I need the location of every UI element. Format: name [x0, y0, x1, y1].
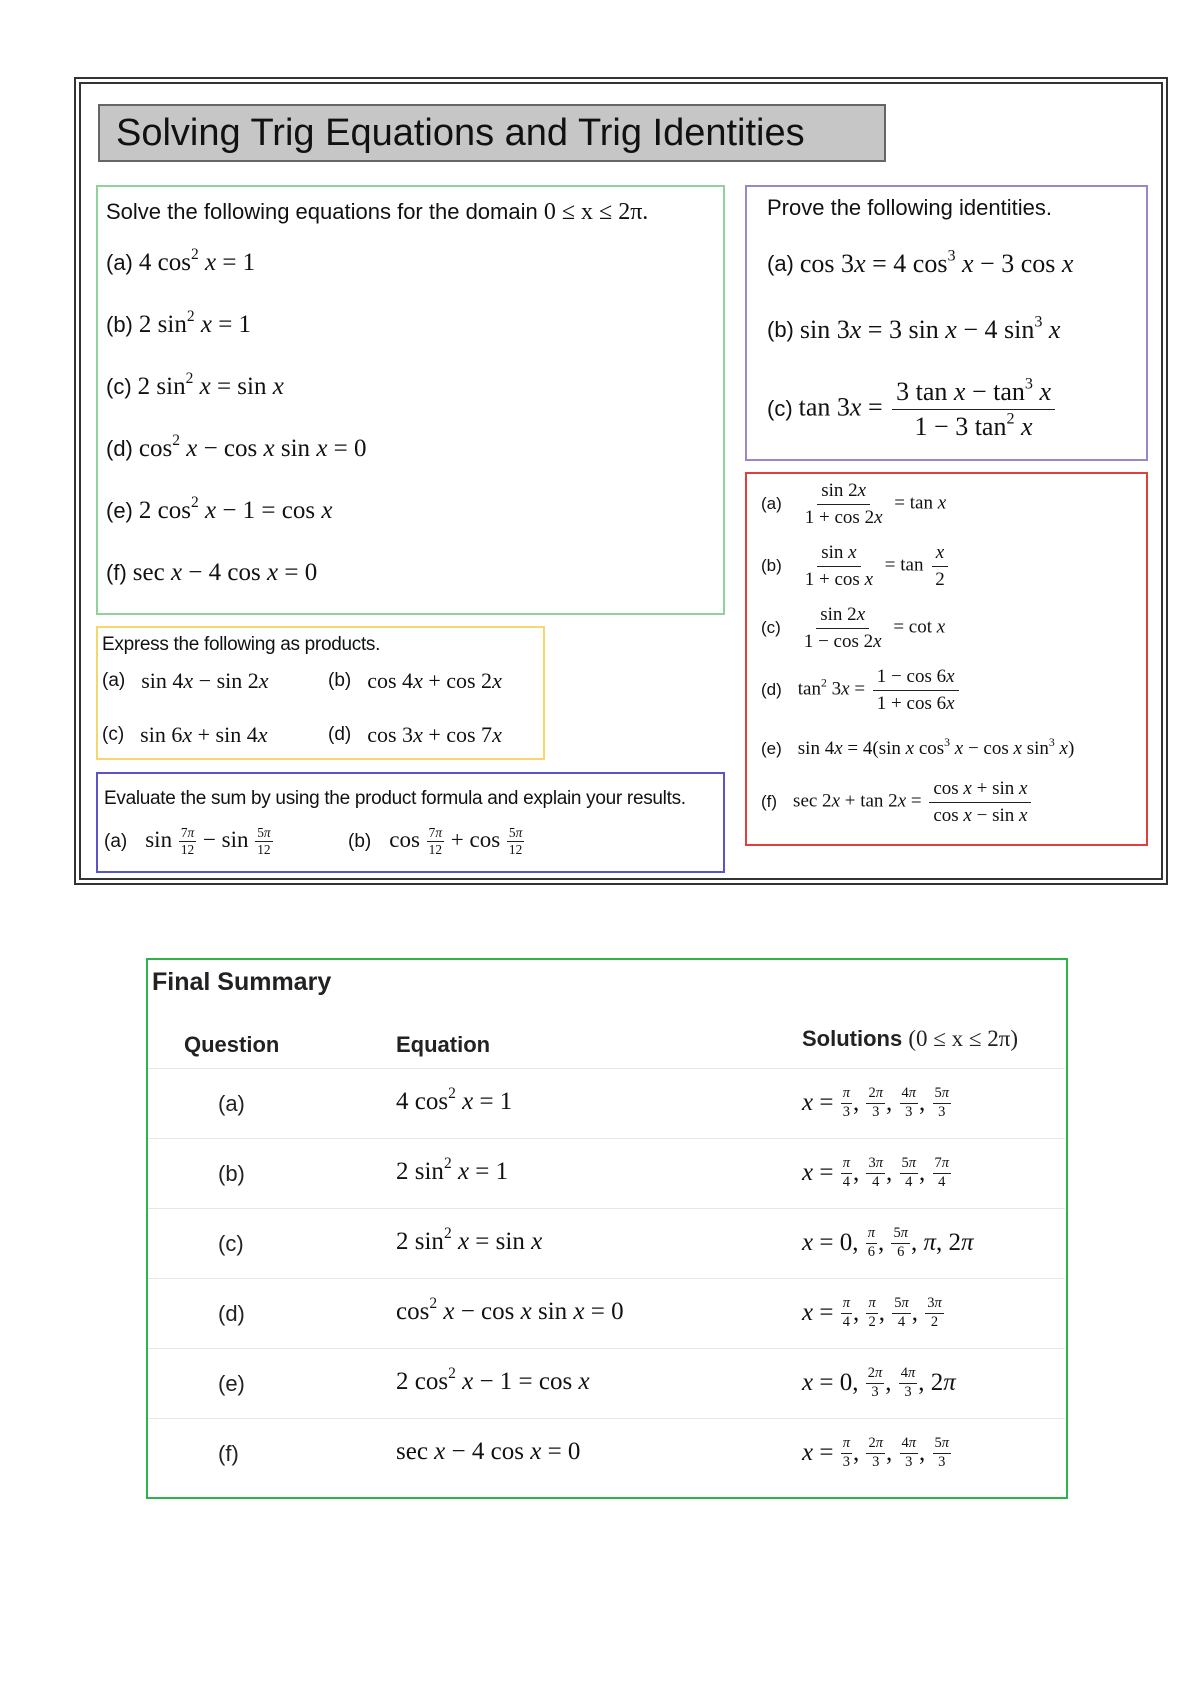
identity-item-a [761, 480, 946, 529]
row-solutions: x = $\frac{\pi}{4}$ , $\frac{\pi}{2}$ , $\frac{5\pi}{4}$ , $\frac{3\pi}{2}$ [802, 1295, 942, 1330]
solve-item-equation: 2 $\sin^2 x = 1$ [138, 308, 252, 338]
evaluate-instruction: Evaluate the sum by using the product formula and explain your results. [104, 788, 686, 809]
products-instruction: Express the following as products. [102, 634, 381, 655]
final-summary-table [146, 958, 1068, 1499]
row-solutions: x = $\frac{\pi}{3}$ , $\frac{2\pi}{3}$ , $\frac{4\pi}{3}$ , $\frac{5\pi}{3}$ [802, 1085, 950, 1120]
identity-item-equation: sin 4x = 4(sin x $\cos^3 x - \cos x$ $\sin^3 x$) [797, 735, 1075, 759]
evaluate-item-equation: sin $\frac{7\pi}{12}$ − sin $\frac{5\pi}{12}$ [145, 825, 271, 857]
solve-item-c [106, 370, 284, 401]
solve-item-label: (c) [106, 374, 132, 399]
prove-item-label: (a) [767, 251, 794, 276]
product-item-a [102, 668, 269, 694]
product-item-label: (d) [328, 724, 352, 745]
prove-item-equation: sin 3x = 3 sin x − 4 $\sin^3 x$ [799, 313, 1061, 344]
products-box [96, 626, 545, 760]
identity-item-d [761, 666, 962, 715]
solve-item-equation: $\cos^2 x - \cos x$ sin x = 0 [138, 432, 367, 462]
product-item-equation: sin 6x + sin 4x [140, 722, 268, 747]
table-row [148, 1208, 1065, 1278]
solve-equations-box [96, 185, 725, 615]
row-equation: 4 $\cos^2 x = 1$ [396, 1085, 513, 1115]
identity-item-f [761, 778, 1034, 827]
identity-item-equation: $\tan^2 3x$ = $\frac{1 - \cos 6x}{1 + \cos 6x}$ [798, 666, 962, 715]
row-equation: 2 $\cos^2 x - 1 = \cos x$ [396, 1365, 590, 1395]
evaluate-item-label: (a) [104, 830, 128, 852]
summary-title: Final Summary [152, 968, 332, 996]
identity-item-equation: $\frac{\text{sin x}}{\text{1 + cos x}}$ = tan $\frac{x}{2}$ [798, 542, 952, 591]
identity-item-label: (a) [761, 494, 782, 514]
row-question: (a) [218, 1091, 245, 1116]
evaluate-item-equation: cos $\frac{7\pi}{12}$ + cos $\frac{5\pi}{12}$ [389, 825, 523, 857]
table-row [148, 1278, 1065, 1348]
solve-item-label: (d) [106, 436, 133, 461]
prove-item-label: (c) [767, 396, 793, 422]
identity-item-equation: $\frac{\sin 2x}{1 - \cos 2x}$ = cot x [803, 604, 946, 652]
prove-item-c [767, 377, 1058, 442]
solve-item-f [106, 559, 317, 587]
solve-item-b [106, 308, 252, 339]
row-solutions: x = $\frac{\pi}{3}$ , $\frac{2\pi}{3}$ , $\frac{4\pi}{3}$ , $\frac{5\pi}{3}$ [802, 1435, 950, 1470]
solve-item-e [106, 494, 333, 525]
row-question: (c) [218, 1231, 244, 1256]
prove-item-a [767, 249, 1073, 279]
table-row [148, 1418, 1065, 1488]
row-solutions: x = 0, $\frac{\pi}{6}$ , $\frac{5\pi}{6}$ , π , 2 π [802, 1225, 974, 1260]
row-question: (f) [218, 1441, 239, 1466]
prove-item-equation: cos 3x = 4 $\cos^3 x - 3$ cos x [799, 247, 1074, 278]
prove-identities-box [745, 185, 1148, 461]
evaluate-box [96, 772, 725, 873]
evaluate-item-label: (b) [348, 830, 372, 852]
solve-item-equation: 2 $\cos^2 x - 1 = \cos x$ [138, 494, 333, 524]
product-item-label: (b) [328, 670, 352, 691]
row-equation: 2 $\sin^2 x = 1$ [396, 1155, 509, 1185]
identity-item-c [761, 604, 945, 653]
column-header-solutions [802, 1026, 1018, 1052]
column-header-solutions-domain: (0 ≤ x ≤ 2π) [908, 1026, 1019, 1051]
solve-item-label: (a) [106, 250, 133, 275]
product-item-c [102, 722, 267, 748]
solve-item-equation: sec x − 4 cos x = 0 [132, 559, 318, 586]
solve-item-a [106, 246, 256, 277]
solve-domain: 0 ≤ x ≤ 2π. [543, 199, 649, 225]
product-item-equation: sin 4x − sin 2x [141, 668, 269, 693]
row-question: (d) [218, 1301, 245, 1326]
table-row [148, 1068, 1065, 1138]
product-item-label: (c) [102, 724, 125, 745]
solve-item-d [106, 432, 367, 463]
row-question: (e) [218, 1371, 245, 1396]
solve-item-label: (b) [106, 312, 133, 337]
column-header-solutions-text: Solutions [802, 1026, 903, 1051]
product-item-label: (a) [102, 670, 126, 691]
prove-item-b [767, 315, 1060, 345]
product-item-equation: cos 4x + cos 2x [367, 668, 502, 693]
table-row [148, 1138, 1065, 1208]
identity-item-equation: sec 2x + tan 2x = $\frac{\text{cos x + sin x}}{\text{cos x − sin x}}$ [793, 778, 1034, 827]
product-item-b [328, 668, 502, 694]
solve-instruction [106, 199, 648, 226]
identity-item-label: (b) [761, 556, 782, 576]
identity-item-label: (d) [761, 680, 782, 700]
row-equation: sec x − 4 cos x = 0 [396, 1438, 581, 1465]
identity-item-equation: $\frac{\sin 2x}{1 + \cos 2x}$ = tan x [804, 480, 947, 528]
solve-instruction-text: Solve the following equations for the domain [106, 199, 544, 224]
prove-item-label: (b) [767, 317, 794, 342]
row-solutions: x = 0, $\frac{2\pi}{3}$ , $\frac{4\pi}{3}$ , 2 π [802, 1365, 956, 1400]
identity-item-label: (f) [761, 792, 778, 812]
solve-item-equation: 2 $\sin^2 x = \sin x$ [137, 370, 284, 400]
identity-item-b [761, 542, 952, 591]
identity-item-label: (c) [761, 618, 781, 638]
row-equation: $\cos^2 x - \cos x$ sin x = 0 [396, 1295, 624, 1325]
prove-item-equation: tan 3x = $\frac{3 \tan x - \tan^3 x}{1 - 3 \tan^2 x}$ [799, 377, 1058, 442]
row-equation: 2 $\sin^2 x = \sin x$ [396, 1225, 543, 1255]
identity-item-label: (e) [761, 739, 782, 758]
solve-item-equation: 4 $\cos^2 x = 1$ [138, 246, 256, 276]
solve-item-label: (e) [106, 498, 133, 523]
evaluate-item-a [104, 826, 274, 857]
identity-item-e [761, 735, 1075, 760]
worksheet-title [98, 104, 886, 162]
column-header-question: Question [184, 1032, 280, 1057]
row-solutions: x = $\frac{\pi}{4}$ , $\frac{3\pi}{4}$ , $\frac{5\pi}{4}$ , $\frac{7\pi}{4}$ [802, 1155, 950, 1190]
column-header-equation: Equation [396, 1032, 491, 1057]
prove-instruction: Prove the following identities. [767, 195, 1052, 220]
product-item-d [328, 722, 502, 748]
worksheet-title-text: Solving Trig Equations and Trig Identities [116, 112, 805, 154]
solve-item-label: (f) [106, 560, 127, 585]
table-row [148, 1348, 1065, 1418]
identities-box [745, 472, 1148, 846]
row-question: (b) [218, 1161, 245, 1186]
evaluate-item-b [348, 826, 525, 857]
product-item-equation: cos 3x + cos 7x [367, 722, 502, 747]
